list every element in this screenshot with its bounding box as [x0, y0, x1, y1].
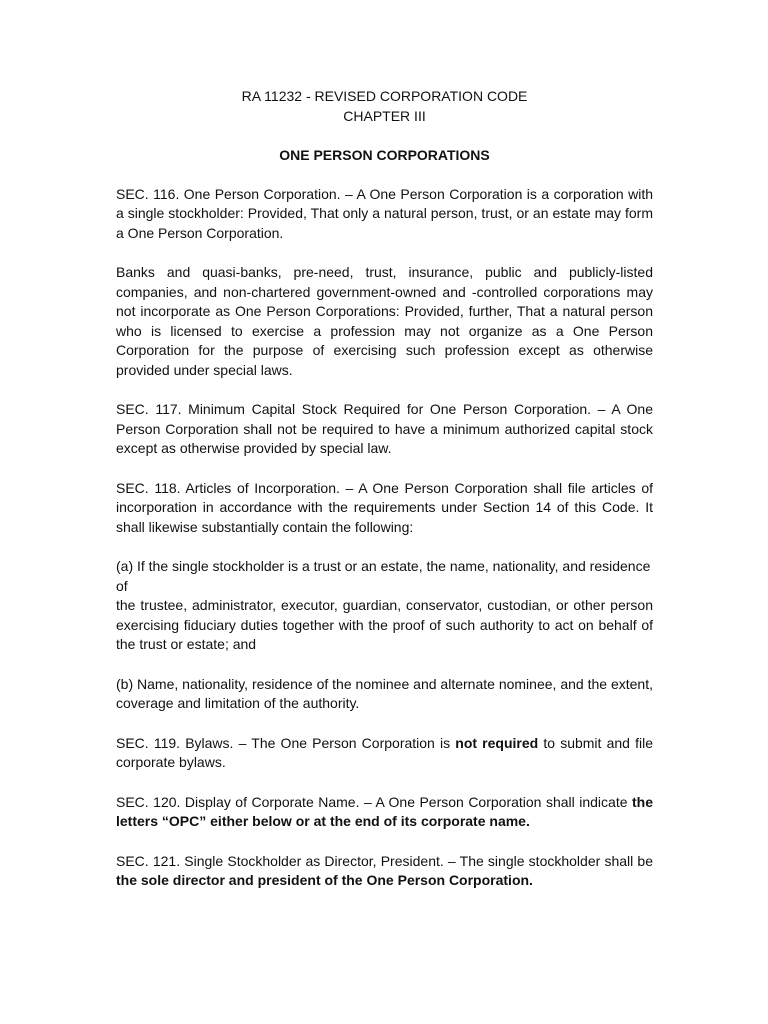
chapter-label: CHAPTER III: [343, 107, 426, 124]
sec-118-item-a-first-line: (a) If the single stockholder is a trust or an estate, the name, nationality, and residence of: [116, 558, 651, 594]
sec-118-intro: SEC. 118. Articles of Incorporation. – A One Person Corporation shall file articles of incorporation in accordance with the requirements under Section 14 of this Code. It shall likewise substantially contain the following:: [116, 479, 653, 535]
sec-116-paragraph-2: Banks and quasi-banks, pre-need, trust, insurance, public and publicly-listed companies, and non-chartered government-owned and -controlled corporations may not incorporate as One Person Corporations: Provided, further, That a natural person who is licensed to exercise a profession may not organize as a One Person Corporation for the purpose of exercising such profession except as otherwise provided under special laws.: [116, 264, 653, 378]
chapter-heading: ONE PERSON CORPORATIONS: [279, 147, 490, 163]
document-title: RA 11232 - REVISED CORPORATION CODE: [241, 88, 528, 104]
sec-116-paragraph-1: SEC. 116. One Person Corporation. – A One Person Corporation is a corporation with a single stockholder: Provided, That only a natural person, trust, or an estate may form a One Person Corporation.: [116, 185, 653, 241]
sec-119-paragraph: [116, 734, 653, 773]
sec-121-text: SEC. 121. Single Stockholder as Director, President. – The single stockholder shall be: [116, 852, 653, 869]
sec-121-paragraph: [116, 852, 653, 891]
sec-117-paragraph: SEC. 117. Minimum Capital Stock Required for One Person Corporation. – A One Person Corporation shall not be required to have a minimum authorized capital stock except as otherwise provided by special law.: [116, 401, 653, 456]
sec-119-text: SEC. 119. Bylaws. – The One Person Corporation is: [116, 734, 456, 751]
sec-121-emphasis: the sole director and president of the One Person Corporation.: [116, 872, 533, 888]
sec-119-emphasis: not required: [455, 734, 539, 751]
sec-118-item-b: (b) Name, nationality, residence of the nominee and alternate nominee, and the extent, coverage and limitation of the authority.: [116, 675, 653, 711]
sec-118-item-a: [116, 557, 653, 655]
sec-120-paragraph: [116, 793, 653, 832]
sec-120-text: SEC. 120. Display of Corporate Name. – A One Person Corporation shall indicate: [116, 793, 632, 810]
sec-118-item-a-continuation: the trustee, administrator, executor, guardian, conservator, custodian, or other person exercising fiduciary duties together with the proof of such authority to act on behalf of the trust or estate; and: [116, 597, 653, 652]
document-body: [116, 87, 653, 891]
sec-120-emphasis: the letters “OPC” either below or at the end of its corporate name.: [116, 793, 653, 829]
sec-119-text-end: to submit and file corporate bylaws.: [116, 734, 653, 770]
